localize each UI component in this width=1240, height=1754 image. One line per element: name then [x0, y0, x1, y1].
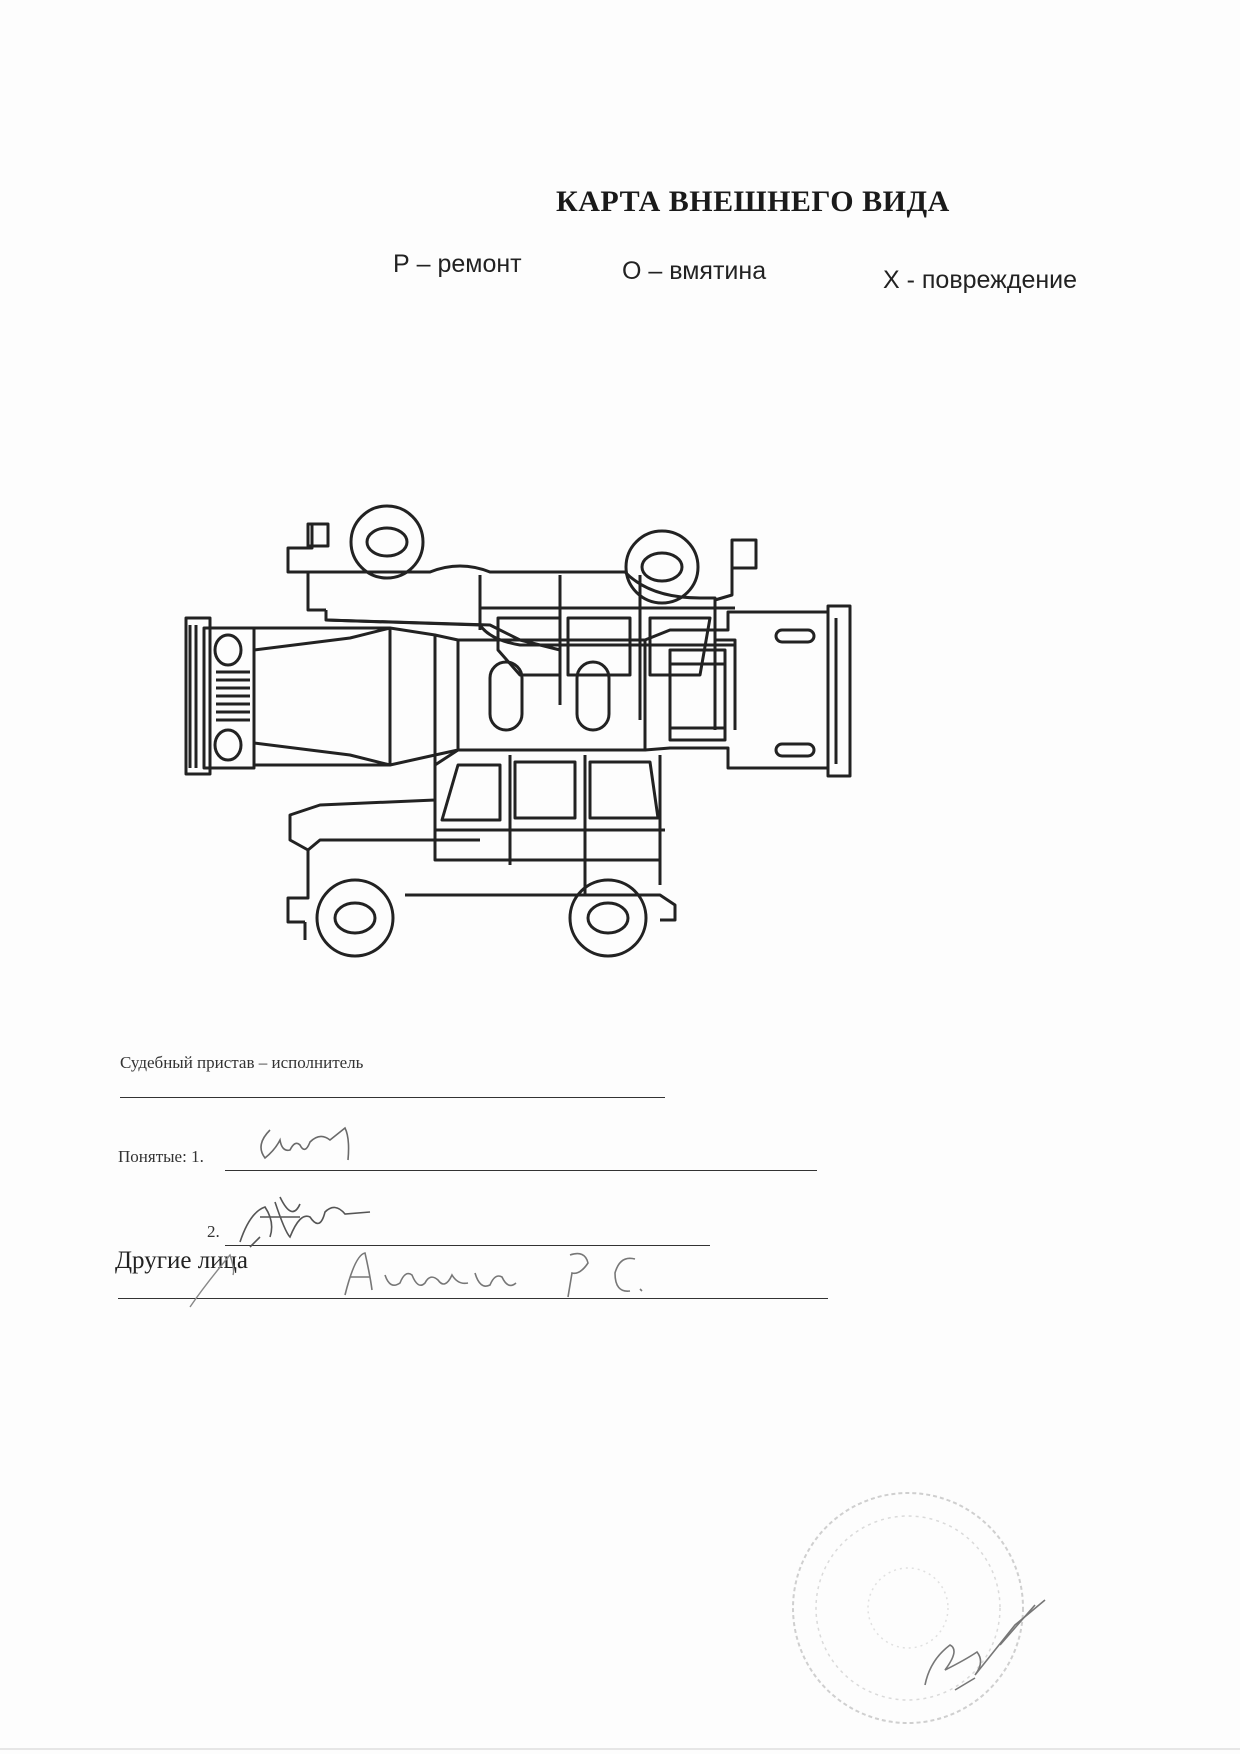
vehicle-side-bottom: [288, 750, 675, 956]
vehicle-diagram: [180, 500, 970, 1030]
vehicle-front: [186, 618, 458, 774]
others-signature: [330, 1245, 720, 1305]
others-label: Другие лица: [115, 1247, 249, 1274]
witnesses-label: Понятые: 1.: [118, 1147, 204, 1166]
others-stray-stroke: [175, 1245, 265, 1315]
legend-repair: Р – ремонт: [393, 250, 522, 278]
vehicle-rear: [645, 606, 850, 776]
bailiff-label: Судебный пристав – исполнитель: [120, 1053, 364, 1072]
legend-damage: Х - повреждение: [883, 266, 1078, 294]
witness-2-number: 2.: [207, 1222, 220, 1241]
vehicle-roof: [458, 640, 645, 750]
page-bottom-rule: [0, 1748, 1240, 1750]
witness-1-signature-line: [225, 1170, 817, 1171]
witness-1-signature: [250, 1120, 370, 1170]
witness-2-signature: [230, 1192, 380, 1252]
stamp-signature: [905, 1590, 1065, 1700]
bailiff-signature-line: [120, 1097, 665, 1098]
document-title: КАРТА ВНЕШНЕГО ВИДА: [556, 185, 950, 218]
legend-dent: О – вмятина: [622, 257, 767, 285]
